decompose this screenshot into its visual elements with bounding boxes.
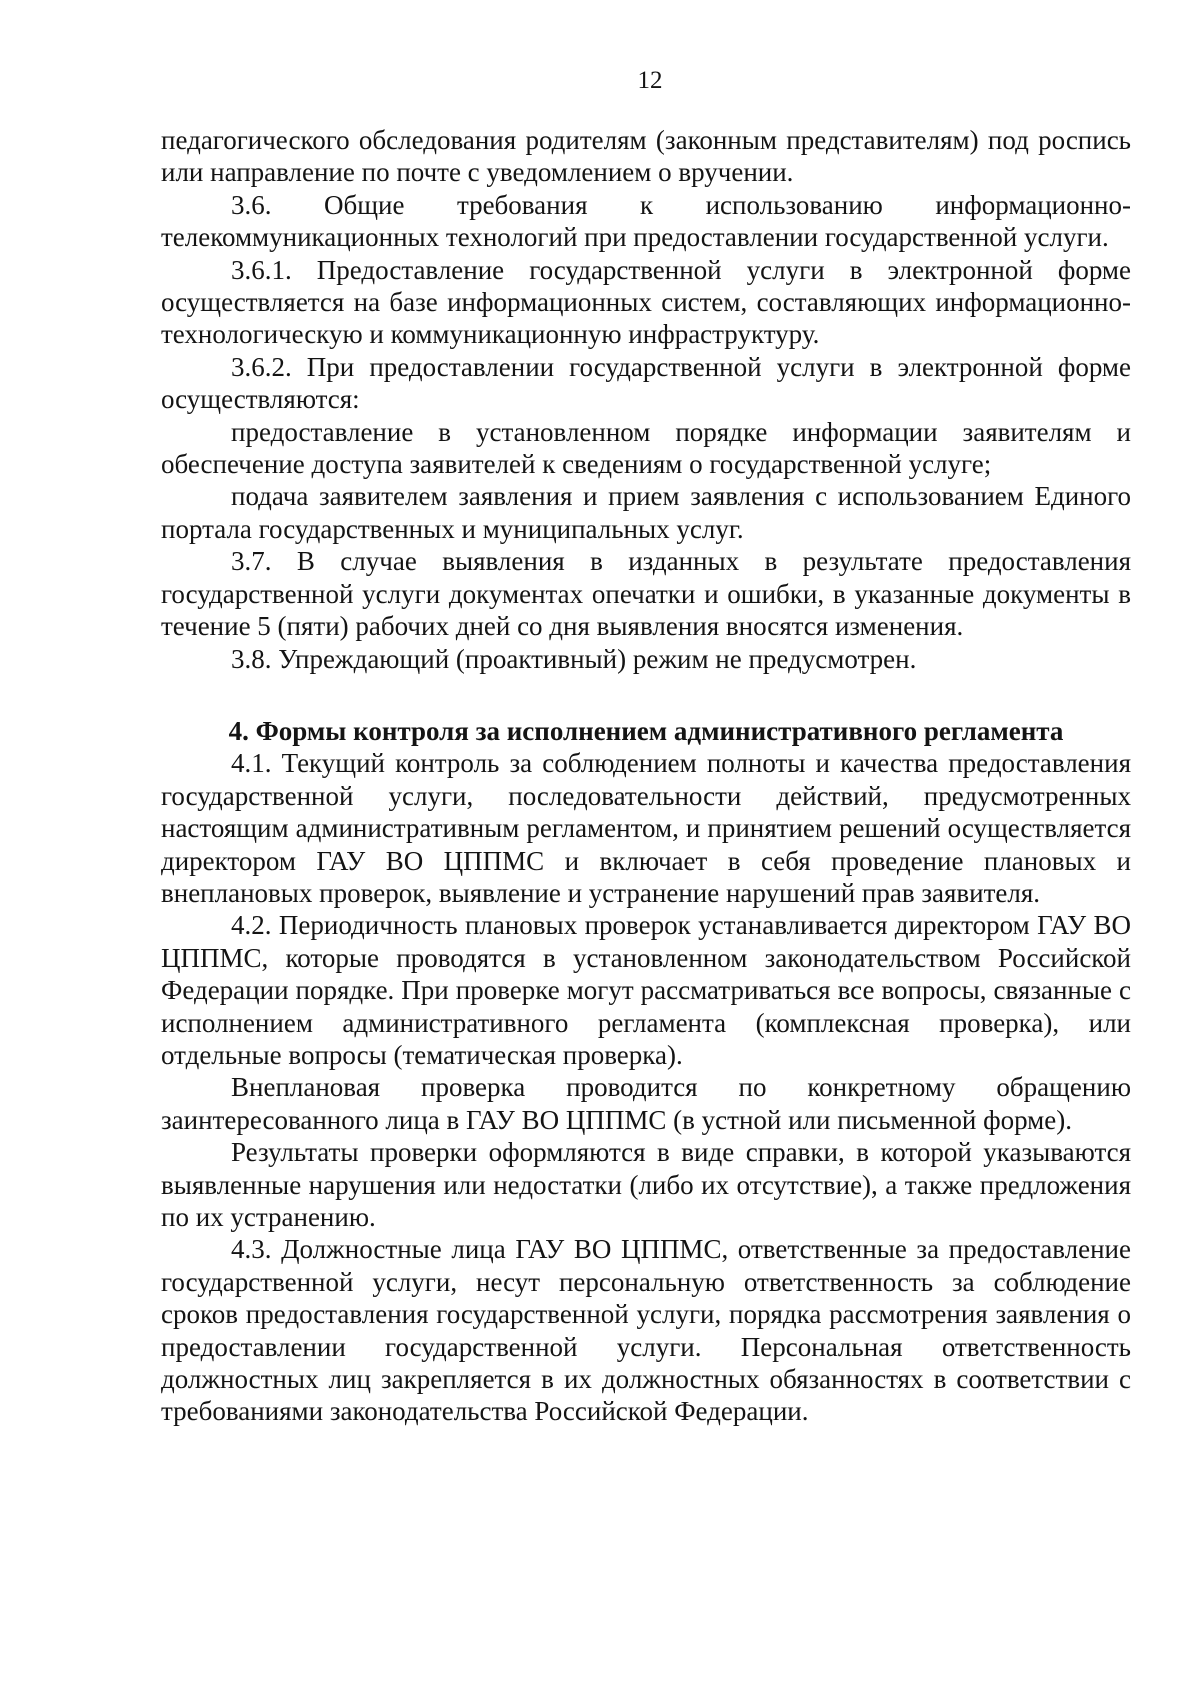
paragraph-3-8: 3.8. Упреждающий (проактивный) режим не предусмотрен.	[231, 643, 917, 674]
paragraph-check-results: Результаты проверки оформляются в виде справки, в которой указываются выявленные нарушения или недостатки (либо их отсутствие), а также предложения по их устранению.	[161, 1137, 1131, 1232]
paragraph-4-2: 4.2. Периодичность плановых проверок устанавливается директором ГАУ ВО ЦППМС, которые проводятся в установленном законодательством Российской Федерации порядке. При проверке могут рассматриваться все вопросы, связанные с исполнением административного регламента (комплексная проверка), или отдельные вопросы (тематическая проверка).	[161, 910, 1131, 1070]
page-number: 12	[637, 67, 663, 94]
paragraph-unscheduled-check: Внеплановая проверка проводится по конкретному обращению заинтересованного лица в ГАУ ВО ЦППМС (в устной или письменной форме).	[161, 1072, 1131, 1135]
document-body	[161, 124, 1131, 1428]
paragraph-4-3: 4.3. Должностные лица ГАУ ВО ЦППМС, ответственные за предоставление государственной услуги, несут персональную ответственность за соблюдение сроков предоставления государственной услуги, порядка рассмотрения заявления о предоставлении государственной услуги. Персональная ответственность должностных лиц закрепляется в их должностных обязанностях в соответствии с требованиями законодательства Российской Федерации.	[161, 1234, 1131, 1427]
paragraph-3-6-1: 3.6.1. Предоставление государственной услуги в электронной форме осуществляется на базе информационных систем, составляющих информационно-технологическую и коммуникационную инфраструктуру.	[161, 254, 1131, 350]
paragraph-continuation: педагогического обследования родителям (законным представителям) под роспись или направление по почте с уведомлением о вручении.	[161, 125, 1131, 188]
paragraph-3-7: 3.7. В случае выявления в изданных в результате предоставления государственной услуги документах опечатки и ошибки, в указанные документы в течение 5 (пяти) рабочих дней со дня выявления вносятся изменения.	[161, 546, 1131, 642]
paragraph-3-6: 3.6. Общие требования к использованию информационно-телекоммуникационных технологий при предоставлении государственной услуги.	[161, 189, 1131, 253]
paragraph-3-6-2-item-2: подача заявителем заявления и прием заявления с использованием Единого портала государственных и муниципальных услуг.	[161, 481, 1131, 544]
section-4-heading: 4. Формы контроля за исполнением административного регламента	[228, 715, 1064, 746]
paragraph-3-6-2: 3.6.2. При предоставлении государственной услуги в электронной форме осуществляются:	[161, 351, 1131, 415]
paragraph-3-6-2-item-1: предоставление в установленном порядке информации заявителям и обеспечение доступа заявителей к сведениям о государственной услуге;	[161, 416, 1131, 480]
paragraph-4-1: 4.1. Текущий контроль за соблюдением полноты и качества предоставления государственной услуги, последовательности действий, предусмотренных настоящим административным регламентом, и принятием решений осуществляется директором ГАУ ВО ЦППМС и включает в себя проведение плановых и внеплановых проверок, выявление и устранение нарушений прав заявителя.	[161, 748, 1131, 908]
